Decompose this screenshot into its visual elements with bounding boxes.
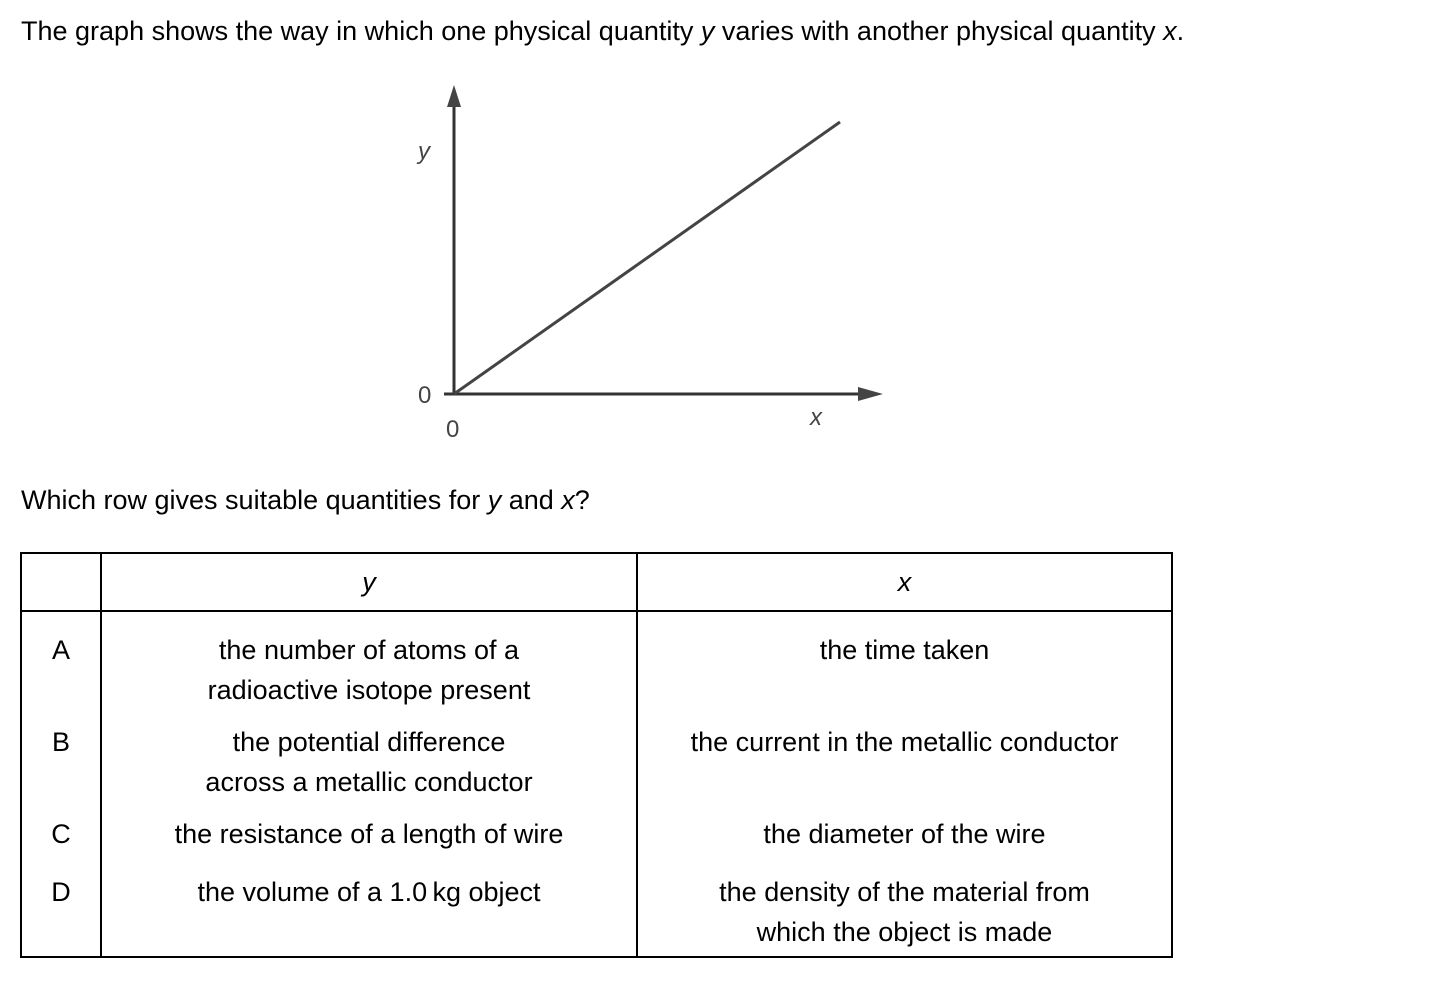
question-part1: Which row gives suitable quantities for [21, 485, 488, 515]
row-letter: B [21, 722, 101, 814]
y-origin-label: 0 [418, 382, 432, 409]
cell-line: the density of the material from [719, 877, 1090, 907]
x-origin-label: 0 [446, 416, 460, 443]
cell-line: across a metallic conductor [205, 767, 533, 797]
x-axis-label: x [810, 404, 822, 431]
cell-line: the current in the metallic conductor [690, 727, 1119, 757]
cell-line: the resistance of a length of wire [174, 819, 564, 849]
y-axis-label: y [418, 138, 430, 165]
row-letter: A [21, 611, 101, 722]
intro-part2: varies with another physical quantity [714, 16, 1164, 46]
intro-text [21, 18, 1184, 45]
row-x-cell [637, 722, 1172, 814]
row-y-cell [101, 722, 637, 814]
cell-line: the time taken [819, 635, 990, 665]
line-graph [380, 75, 900, 455]
question-text [21, 487, 590, 514]
intro-part1: The graph shows the way in which one physical quantity [21, 16, 701, 46]
intro-part3: . [1176, 16, 1185, 46]
question-part2: and [501, 485, 562, 515]
cell-line: the potential difference [232, 727, 506, 757]
intro-var-x: x [1163, 16, 1177, 46]
question-var-y: y [487, 485, 502, 515]
cell-line: the diameter of the wire [763, 819, 1046, 849]
y-axis-arrow-icon [447, 85, 461, 107]
table-row-d[interactable] [21, 872, 1172, 957]
question-part3: ? [574, 485, 590, 515]
row-x-cell [637, 872, 1172, 957]
header-x: x [637, 553, 1172, 611]
answer-options-table [20, 552, 1173, 958]
proportional-line [454, 122, 840, 394]
header-letter-cell [21, 553, 101, 611]
table-row-b[interactable] [21, 722, 1172, 814]
row-y-cell [101, 872, 637, 957]
cell-line: the volume of a 1.0 kg object [197, 877, 541, 907]
row-letter: C [21, 814, 101, 872]
table-row-a[interactable] [21, 611, 1172, 722]
cell-line: which the object is made [756, 917, 1053, 947]
cell-line: radioactive isotope present [207, 675, 531, 705]
row-y-cell [101, 814, 637, 872]
x-axis-arrow-icon [858, 387, 883, 401]
row-x-cell [637, 814, 1172, 872]
header-y: y [101, 553, 637, 611]
row-letter: D [21, 872, 101, 957]
table-header-row [21, 553, 1172, 611]
intro-var-y: y [700, 16, 715, 46]
cell-line: the number of atoms of a [218, 635, 520, 665]
question-var-x: x [561, 485, 575, 515]
row-x-cell [637, 611, 1172, 722]
row-y-cell [101, 611, 637, 722]
table-row-c[interactable] [21, 814, 1172, 872]
